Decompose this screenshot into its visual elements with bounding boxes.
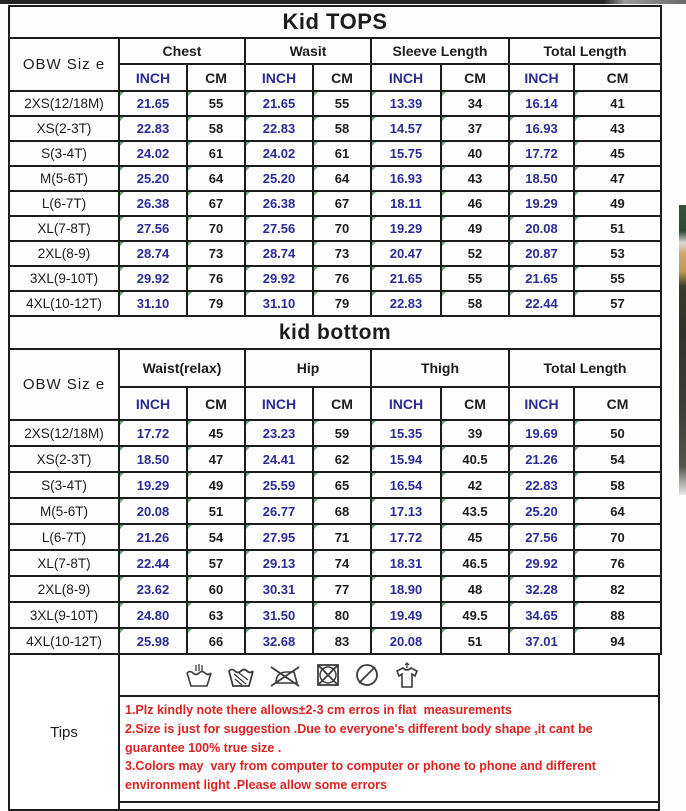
- tips-line-1: 1.Plz kindly note there allows±2-3 cm erros in flat measurements: [125, 703, 512, 717]
- size-label-cell: XL(7-8T): [9, 550, 119, 576]
- inch-value-cell: 14.57: [371, 116, 441, 141]
- inch-value-cell: 18.90: [371, 576, 441, 602]
- table-row: [9, 472, 661, 498]
- unit-header-inch: INCH: [509, 64, 574, 91]
- size-label-cell: 3XL(9-10T): [9, 602, 119, 628]
- cm-value-cell: 82: [574, 576, 661, 602]
- table-title-row: [9, 6, 661, 38]
- cm-value-cell: 48: [441, 576, 509, 602]
- tips-line-2: 2.Size is just for suggestion .Due to everyone's different body shape ,it cant be guarantee 100% true size .: [125, 721, 597, 755]
- kid-bottom-table: [8, 315, 662, 655]
- group-header-waist: Wasit: [245, 38, 371, 64]
- unit-header-inch: INCH: [371, 387, 441, 420]
- cm-value-cell: 45: [441, 524, 509, 550]
- cm-value-cell: 46: [441, 191, 509, 216]
- inch-value-cell: 20.08: [119, 498, 187, 524]
- size-chart-sheet: [8, 5, 660, 811]
- cm-value-cell: 49: [574, 191, 661, 216]
- table-row: [9, 116, 661, 141]
- cm-value-cell: 67: [187, 191, 245, 216]
- inch-value-cell: 17.72: [371, 524, 441, 550]
- inch-value-cell: 28.74: [245, 241, 313, 266]
- size-label-cell: XS(2-3T): [9, 116, 119, 141]
- size-column-header: OBW Siz e: [9, 349, 119, 420]
- kid-tops-body: [9, 91, 661, 316]
- size-label-cell: L(6-7T): [9, 191, 119, 216]
- cm-value-cell: 46.5: [441, 550, 509, 576]
- unit-header-cm: CM: [574, 387, 661, 420]
- table-row: [9, 191, 661, 216]
- inch-value-cell: 31.10: [119, 291, 187, 316]
- inch-value-cell: 15.94: [371, 446, 441, 472]
- tips-section: [8, 653, 660, 811]
- table-row: [9, 141, 661, 166]
- inch-value-cell: 25.20: [119, 166, 187, 191]
- table-row: [9, 628, 661, 654]
- cm-value-cell: 57: [187, 550, 245, 576]
- cm-value-cell: 49: [187, 472, 245, 498]
- inch-value-cell: 23.23: [245, 420, 313, 446]
- inch-value-cell: 29.92: [509, 550, 574, 576]
- group-header-total-length: Total Length: [509, 349, 661, 387]
- hand-wash-icon: [184, 662, 214, 688]
- inch-value-cell: 32.28: [509, 576, 574, 602]
- cm-value-cell: 45: [187, 420, 245, 446]
- inch-value-cell: 20.08: [371, 628, 441, 654]
- unit-header-inch: INCH: [245, 387, 313, 420]
- table-row: [9, 420, 661, 446]
- unit-header-inch: INCH: [371, 64, 441, 91]
- unit-header-cm: CM: [187, 64, 245, 91]
- size-label-cell: M(5-6T): [9, 498, 119, 524]
- inch-value-cell: 15.35: [371, 420, 441, 446]
- inch-value-cell: 16.93: [371, 166, 441, 191]
- cm-value-cell: 55: [441, 266, 509, 291]
- size-label-cell: 2XL(8-9): [9, 241, 119, 266]
- inch-value-cell: 27.56: [119, 216, 187, 241]
- cm-value-cell: 39: [441, 420, 509, 446]
- cm-value-cell: 70: [313, 216, 371, 241]
- size-label-cell: 2XS(12/18M): [9, 91, 119, 116]
- group-header-waist-relax: Waist(relax): [119, 349, 245, 387]
- cm-value-cell: 42: [441, 472, 509, 498]
- inch-value-cell: 22.83: [371, 291, 441, 316]
- size-label-cell: M(5-6T): [9, 166, 119, 191]
- size-label-cell: L(6-7T): [9, 524, 119, 550]
- cm-value-cell: 55: [574, 266, 661, 291]
- inch-value-cell: 27.95: [245, 524, 313, 550]
- inch-value-cell: 21.65: [119, 91, 187, 116]
- size-label-cell: 3XL(9-10T): [9, 266, 119, 291]
- inch-value-cell: 27.56: [509, 524, 574, 550]
- cm-value-cell: 62: [313, 446, 371, 472]
- inch-value-cell: 20.87: [509, 241, 574, 266]
- inch-value-cell: 29.13: [245, 550, 313, 576]
- tips-bottom-gap: [120, 803, 658, 809]
- cm-value-cell: 74: [313, 550, 371, 576]
- cm-value-cell: 76: [574, 550, 661, 576]
- unit-header-cm: CM: [574, 64, 661, 91]
- tips-text-area: [120, 697, 658, 803]
- cm-value-cell: 60: [187, 576, 245, 602]
- cm-value-cell: 64: [574, 498, 661, 524]
- top-edge-strip: [0, 0, 686, 4]
- cm-value-cell: 77: [313, 576, 371, 602]
- cm-value-cell: 71: [313, 524, 371, 550]
- kid-bottom-body: [9, 420, 661, 654]
- inch-value-cell: 21.65: [245, 91, 313, 116]
- cm-value-cell: 49: [441, 216, 509, 241]
- inch-value-cell: 20.08: [509, 216, 574, 241]
- inch-value-cell: 17.13: [371, 498, 441, 524]
- cm-value-cell: 67: [313, 191, 371, 216]
- cm-value-cell: 37: [441, 116, 509, 141]
- table-row: [9, 524, 661, 550]
- cm-value-cell: 58: [187, 116, 245, 141]
- inch-value-cell: 25.20: [509, 498, 574, 524]
- cm-value-cell: 58: [441, 291, 509, 316]
- inch-value-cell: 21.26: [119, 524, 187, 550]
- cm-value-cell: 51: [574, 216, 661, 241]
- inch-value-cell: 22.83: [509, 472, 574, 498]
- table-title-row: [9, 316, 661, 349]
- size-label-cell: 2XL(8-9): [9, 576, 119, 602]
- group-header-total-length: Total Length: [509, 38, 661, 64]
- unit-header-cm: CM: [441, 387, 509, 420]
- cm-value-cell: 51: [187, 498, 245, 524]
- inch-value-cell: 21.65: [509, 266, 574, 291]
- kid-tops-table: [8, 5, 662, 317]
- unit-header-inch: INCH: [119, 387, 187, 420]
- cm-value-cell: 34: [441, 91, 509, 116]
- size-label-cell: XL(7-8T): [9, 216, 119, 241]
- table-row: [9, 498, 661, 524]
- inch-value-cell: 21.65: [371, 266, 441, 291]
- cm-value-cell: 43: [574, 116, 661, 141]
- cm-value-cell: 54: [187, 524, 245, 550]
- inch-value-cell: 19.49: [371, 602, 441, 628]
- cm-value-cell: 66: [187, 628, 245, 654]
- inch-value-cell: 30.31: [245, 576, 313, 602]
- cm-value-cell: 76: [313, 266, 371, 291]
- group-header-thigh: Thigh: [371, 349, 509, 387]
- tips-content-area: [120, 655, 658, 809]
- size-label-cell: 4XL(10-12T): [9, 291, 119, 316]
- inch-value-cell: 32.68: [245, 628, 313, 654]
- cm-value-cell: 94: [574, 628, 661, 654]
- inch-value-cell: 29.92: [245, 266, 313, 291]
- unit-header-inch: INCH: [119, 64, 187, 91]
- cm-value-cell: 54: [574, 446, 661, 472]
- group-header-hip: Hip: [245, 349, 371, 387]
- group-header-chest: Chest: [119, 38, 245, 64]
- cm-value-cell: 70: [574, 524, 661, 550]
- table-row: [9, 576, 661, 602]
- cm-value-cell: 47: [574, 166, 661, 191]
- cm-value-cell: 63: [187, 602, 245, 628]
- cm-value-cell: 68: [313, 498, 371, 524]
- table-row: [9, 266, 661, 291]
- cm-value-cell: 55: [313, 91, 371, 116]
- inch-value-cell: 20.47: [371, 241, 441, 266]
- unit-header-cm: CM: [313, 387, 371, 420]
- inch-value-cell: 29.92: [119, 266, 187, 291]
- cm-value-cell: 88: [574, 602, 661, 628]
- inch-value-cell: 19.29: [371, 216, 441, 241]
- inch-value-cell: 18.50: [509, 166, 574, 191]
- cm-value-cell: 51: [441, 628, 509, 654]
- group-header-sleeve-length: Sleeve Length: [371, 38, 509, 64]
- wash-basin-icon: [227, 662, 255, 688]
- cropped-photo-sliver: [679, 205, 686, 495]
- cm-value-cell: 41: [574, 91, 661, 116]
- inch-value-cell: 19.69: [509, 420, 574, 446]
- cm-value-cell: 49.5: [441, 602, 509, 628]
- inch-value-cell: 34.65: [509, 602, 574, 628]
- inch-value-cell: 23.62: [119, 576, 187, 602]
- do-not-dry-clean-icon: [354, 662, 380, 688]
- inch-value-cell: 15.75: [371, 141, 441, 166]
- cm-value-cell: 79: [313, 291, 371, 316]
- cm-value-cell: 61: [187, 141, 245, 166]
- do-not-iron-icon: [268, 662, 302, 688]
- table-row: [9, 550, 661, 576]
- garment-shape-icon: [393, 662, 421, 688]
- inch-value-cell: 24.41: [245, 446, 313, 472]
- unit-header-inch: INCH: [509, 387, 574, 420]
- inch-value-cell: 17.72: [119, 420, 187, 446]
- size-label-cell: S(3-4T): [9, 141, 119, 166]
- cm-value-cell: 40: [441, 141, 509, 166]
- inch-value-cell: 17.72: [509, 141, 574, 166]
- inch-value-cell: 28.74: [119, 241, 187, 266]
- unit-header-inch: INCH: [245, 64, 313, 91]
- kid-bottom-title: kid bottom: [9, 316, 661, 349]
- size-column-header: OBW Siz e: [9, 38, 119, 91]
- tips-label: Tips: [10, 655, 120, 809]
- table-row: [9, 216, 661, 241]
- inch-value-cell: 18.31: [371, 550, 441, 576]
- size-label-cell: XS(2-3T): [9, 446, 119, 472]
- cm-value-cell: 58: [313, 116, 371, 141]
- inch-value-cell: 22.83: [119, 116, 187, 141]
- cm-value-cell: 59: [313, 420, 371, 446]
- inch-value-cell: 18.50: [119, 446, 187, 472]
- inch-value-cell: 19.29: [119, 472, 187, 498]
- cm-value-cell: 64: [187, 166, 245, 191]
- cm-value-cell: 50: [574, 420, 661, 446]
- inch-value-cell: 22.44: [509, 291, 574, 316]
- cm-value-cell: 80: [313, 602, 371, 628]
- cm-value-cell: 76: [187, 266, 245, 291]
- kid-tops-title: Kid TOPS: [9, 6, 661, 38]
- size-label-cell: 4XL(10-12T): [9, 628, 119, 654]
- table-row: [9, 446, 661, 472]
- inch-value-cell: 26.38: [245, 191, 313, 216]
- cm-value-cell: 43.5: [441, 498, 509, 524]
- cm-value-cell: 73: [187, 241, 245, 266]
- cm-value-cell: 58: [574, 472, 661, 498]
- table-row: [9, 241, 661, 266]
- inch-value-cell: 25.59: [245, 472, 313, 498]
- unit-header-cm: CM: [187, 387, 245, 420]
- cm-value-cell: 45: [574, 141, 661, 166]
- inch-value-cell: 24.02: [245, 141, 313, 166]
- cm-value-cell: 73: [313, 241, 371, 266]
- unit-header-cm: CM: [313, 64, 371, 91]
- inch-value-cell: 24.02: [119, 141, 187, 166]
- inch-value-cell: 22.83: [245, 116, 313, 141]
- inch-value-cell: 13.39: [371, 91, 441, 116]
- do-not-tumble-dry-icon: [315, 662, 341, 688]
- cm-value-cell: 65: [313, 472, 371, 498]
- inch-value-cell: 31.50: [245, 602, 313, 628]
- size-label-cell: S(3-4T): [9, 472, 119, 498]
- inch-value-cell: 26.77: [245, 498, 313, 524]
- inch-value-cell: 24.80: [119, 602, 187, 628]
- table-row: [9, 291, 661, 316]
- cm-value-cell: 79: [187, 291, 245, 316]
- tips-line-3: 3.Colors may vary from computer to computer or phone to phone and different environment light .Please allow some errors: [125, 759, 600, 792]
- table-row: [9, 166, 661, 191]
- inch-value-cell: 19.29: [509, 191, 574, 216]
- inch-value-cell: 16.14: [509, 91, 574, 116]
- table-row: [9, 91, 661, 116]
- cm-value-cell: 61: [313, 141, 371, 166]
- cm-value-cell: 64: [313, 166, 371, 191]
- group-header-row: [9, 38, 661, 64]
- cm-value-cell: 57: [574, 291, 661, 316]
- group-header-row: [9, 349, 661, 387]
- inch-value-cell: 31.10: [245, 291, 313, 316]
- inch-value-cell: 21.26: [509, 446, 574, 472]
- inch-value-cell: 22.44: [119, 550, 187, 576]
- inch-value-cell: 16.54: [371, 472, 441, 498]
- care-icons-row: [120, 655, 658, 697]
- cm-value-cell: 53: [574, 241, 661, 266]
- inch-value-cell: 26.38: [119, 191, 187, 216]
- cm-value-cell: 55: [187, 91, 245, 116]
- cm-value-cell: 52: [441, 241, 509, 266]
- inch-value-cell: 18.11: [371, 191, 441, 216]
- size-label-cell: 2XS(12/18M): [9, 420, 119, 446]
- inch-value-cell: 27.56: [245, 216, 313, 241]
- inch-value-cell: 16.93: [509, 116, 574, 141]
- unit-header-cm: CM: [441, 64, 509, 91]
- cm-value-cell: 40.5: [441, 446, 509, 472]
- table-row: [9, 602, 661, 628]
- cm-value-cell: 83: [313, 628, 371, 654]
- cm-value-cell: 70: [187, 216, 245, 241]
- cm-value-cell: 47: [187, 446, 245, 472]
- cm-value-cell: 43: [441, 166, 509, 191]
- inch-value-cell: 37.01: [509, 628, 574, 654]
- inch-value-cell: 25.98: [119, 628, 187, 654]
- inch-value-cell: 25.20: [245, 166, 313, 191]
